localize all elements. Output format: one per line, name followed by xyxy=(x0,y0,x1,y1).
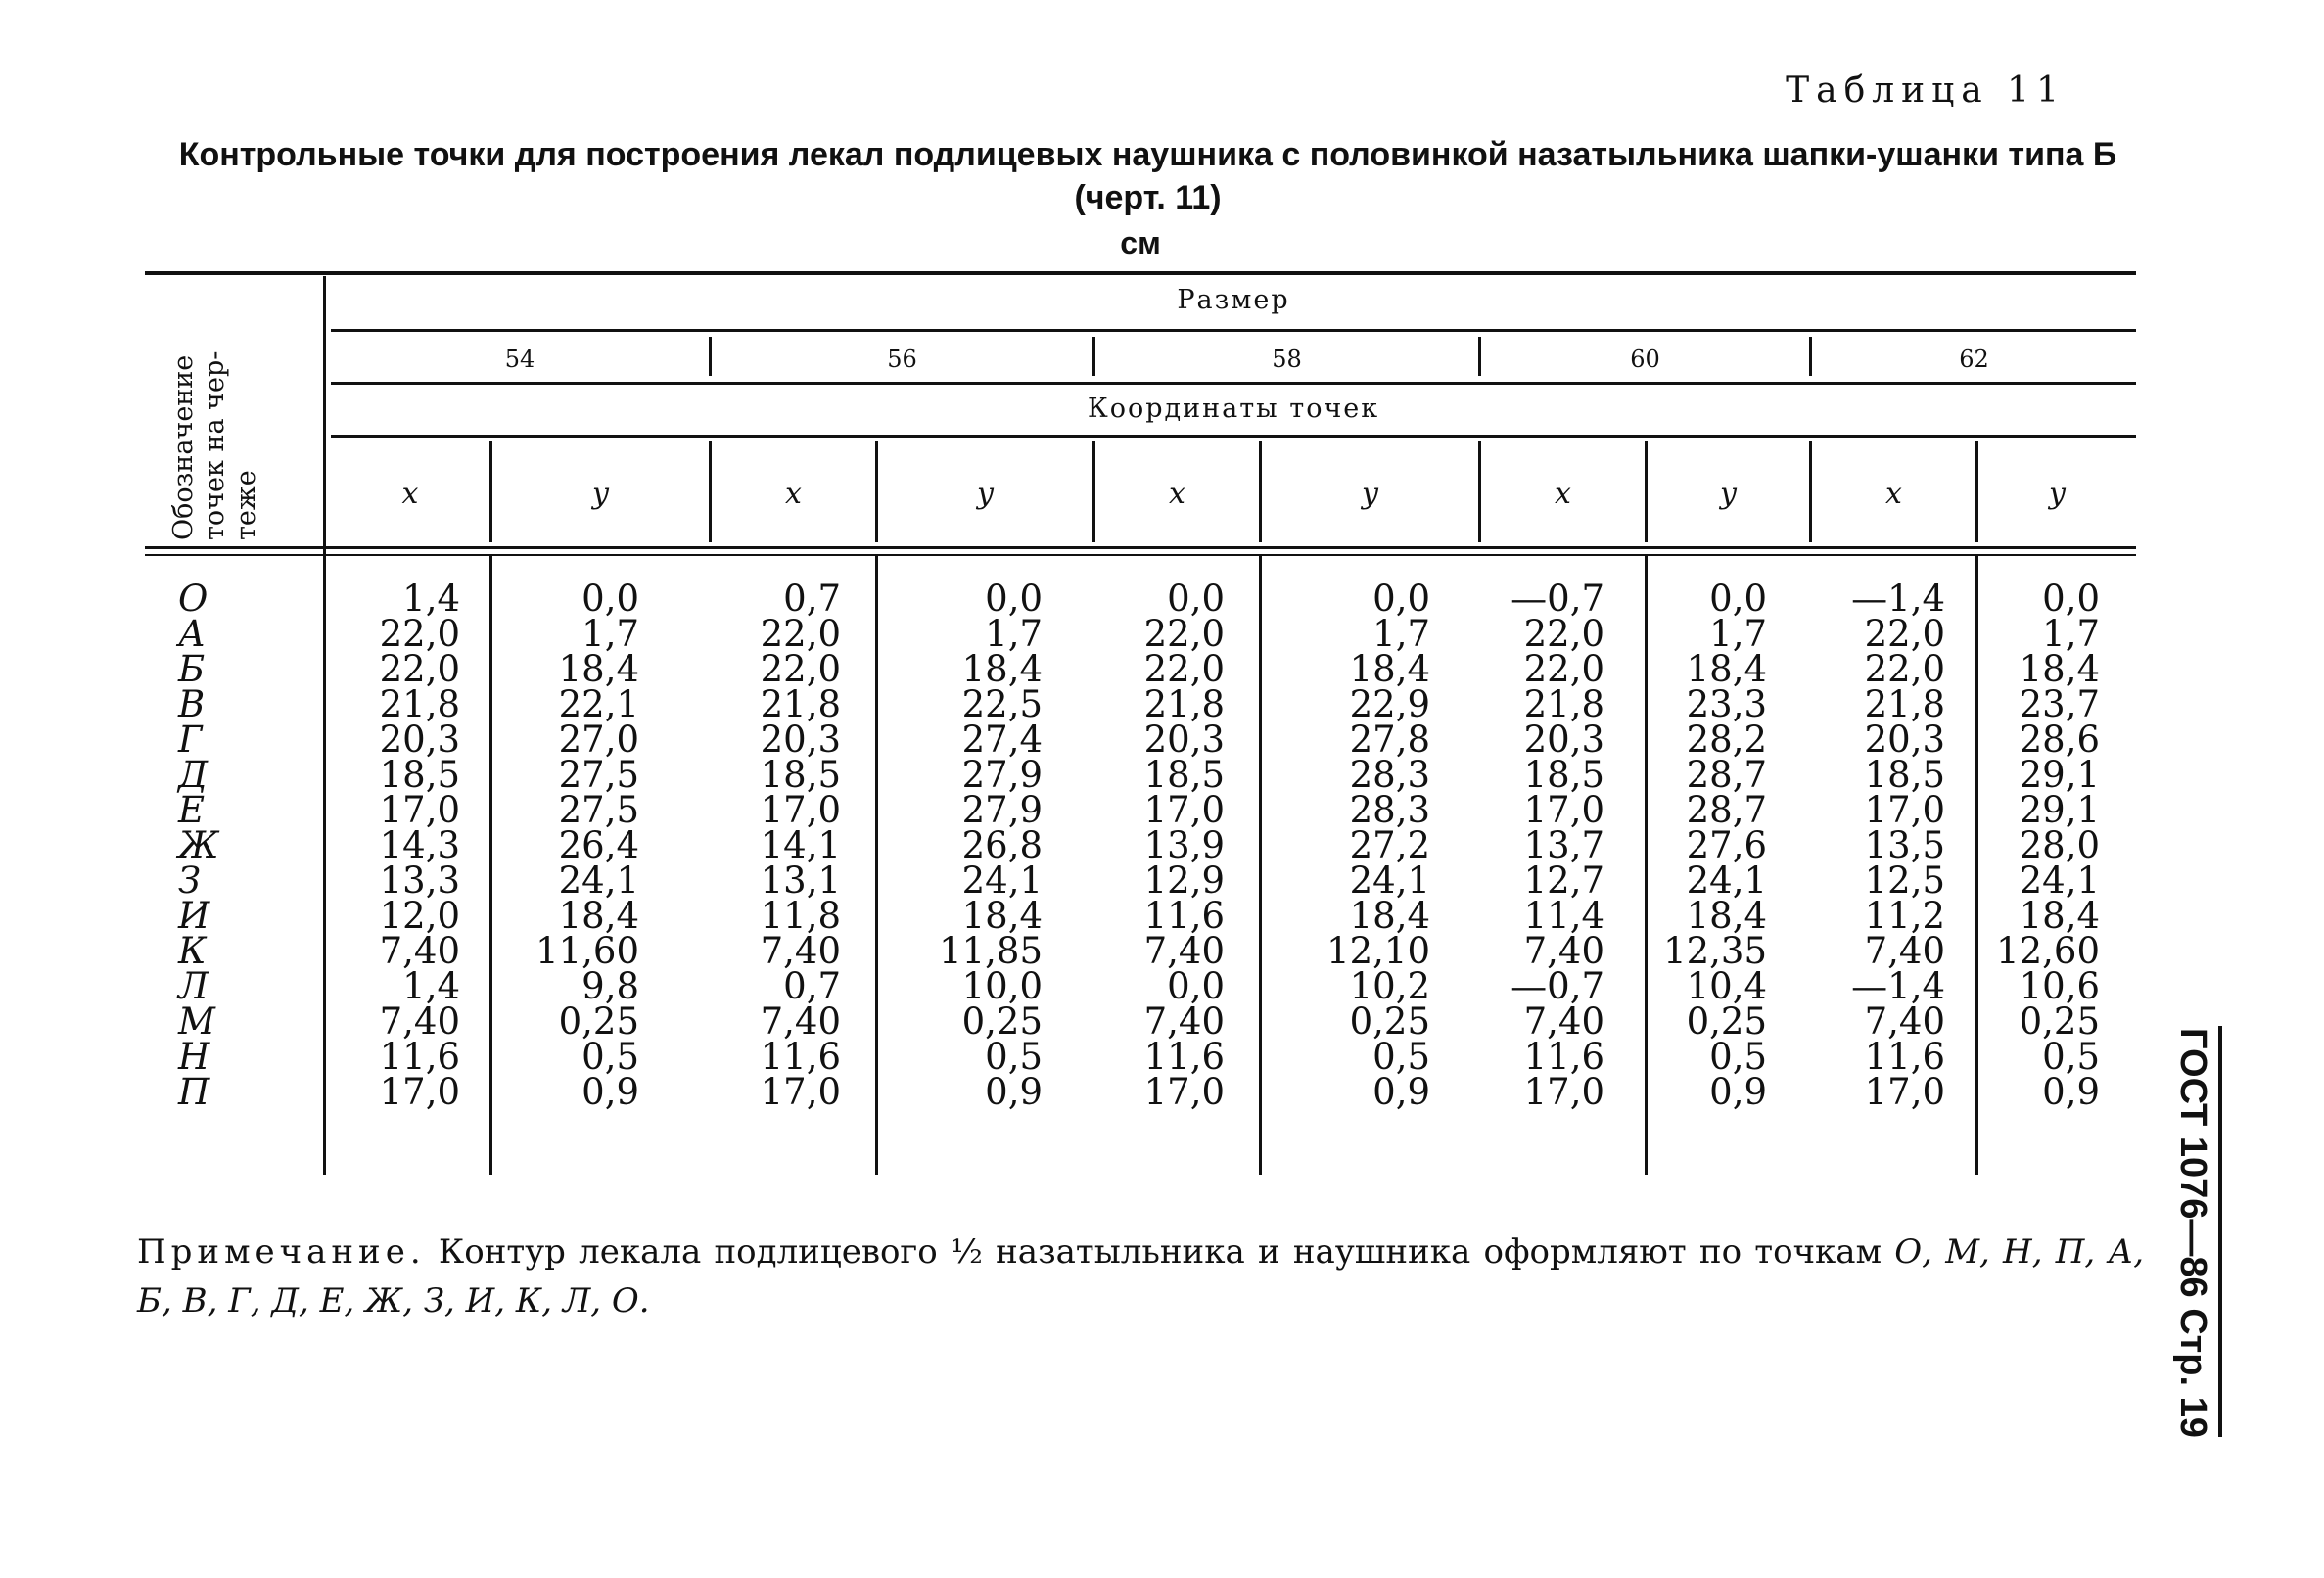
table-cell: 12,10 xyxy=(1326,930,1430,972)
table-cell: 0,9 xyxy=(1372,1071,1430,1113)
table-cell: 12,7 xyxy=(1523,859,1604,902)
table-cell: 27,2 xyxy=(1349,824,1430,866)
table-cell: 22,0 xyxy=(1523,613,1604,655)
table-cell: 0,7 xyxy=(783,578,841,620)
table-cell: 22,0 xyxy=(379,648,460,690)
table-cell: 24,1 xyxy=(1349,859,1430,902)
table-cell: 18,5 xyxy=(760,754,841,796)
table-cell: 22,5 xyxy=(961,683,1043,725)
table-cell: 28,6 xyxy=(2019,719,2100,761)
table-cell: 17,0 xyxy=(1864,1071,1945,1113)
table-cell: 9,8 xyxy=(581,965,639,1007)
table-cell: 21,8 xyxy=(1143,683,1225,725)
table-cell: 28,0 xyxy=(2019,824,2100,866)
table-cell: 13,5 xyxy=(1864,824,1945,866)
table-cell: 17,0 xyxy=(760,1071,841,1113)
table-cell: 1,7 xyxy=(1372,613,1430,655)
table-cell: 12,35 xyxy=(1663,930,1767,972)
table-cell: 11,6 xyxy=(1143,1036,1225,1078)
point-label: Ж xyxy=(178,824,219,866)
table-cell: 0,25 xyxy=(1686,1000,1767,1043)
table-cell: 7,40 xyxy=(760,930,841,972)
table-cell: 22,0 xyxy=(1143,648,1225,690)
table-cell: 20,3 xyxy=(1523,719,1604,761)
table-note xyxy=(137,1228,2144,1325)
table-cell: 18,4 xyxy=(558,895,639,937)
point-label: Г xyxy=(178,719,203,761)
table-cell: 18,4 xyxy=(2019,895,2100,937)
table-cell: 22,0 xyxy=(1523,648,1604,690)
table-cell: 28,3 xyxy=(1349,789,1430,831)
point-labels-column xyxy=(178,578,237,1113)
point-label: Н xyxy=(178,1036,210,1078)
table-cell: 22,0 xyxy=(1864,648,1945,690)
table-title xyxy=(137,133,2159,219)
table-cell: 27,9 xyxy=(961,754,1043,796)
table-cell: —1,4 xyxy=(1851,965,1945,1007)
table-cell: 22,0 xyxy=(760,613,841,655)
table-cell: 27,5 xyxy=(558,789,639,831)
table-cell: 7,40 xyxy=(379,930,460,972)
table-cell: 18,4 xyxy=(961,648,1043,690)
table-cell: —0,7 xyxy=(1511,578,1604,620)
table-cell: 17,0 xyxy=(379,789,460,831)
point-label: П xyxy=(178,1071,210,1113)
axis-header-54-x: x xyxy=(401,477,419,511)
table-cell: 7,40 xyxy=(379,1000,460,1043)
table-cell: 22,1 xyxy=(558,683,639,725)
size-group-header: Размер xyxy=(1177,285,1290,315)
table-cell: 18,5 xyxy=(1143,754,1225,796)
table-label: Таблица 11 xyxy=(1786,70,2066,111)
table-cell: 17,0 xyxy=(1523,789,1604,831)
note-text: Контур лекала подлицевого ½ назатыльника и наушника оформляют по точкам xyxy=(438,1232,1882,1272)
values-column xyxy=(1978,578,2100,1113)
table-cell: 11,60 xyxy=(535,930,639,972)
table-cell: 28,3 xyxy=(1349,754,1430,796)
table-cell: 17,0 xyxy=(1143,789,1225,831)
values-column xyxy=(1262,578,1430,1113)
table-cell: 11,2 xyxy=(1864,895,1945,937)
table-cell: 1,4 xyxy=(402,965,460,1007)
table-cell: 0,9 xyxy=(985,1071,1043,1113)
point-label: Е xyxy=(178,789,206,831)
point-label: И xyxy=(178,895,210,937)
sizes-rule xyxy=(331,382,2136,385)
axis-header-60-x: x xyxy=(1555,477,1571,511)
table-cell: 7,40 xyxy=(760,1000,841,1043)
values-column xyxy=(331,578,460,1113)
table-cell: 1,7 xyxy=(985,613,1043,655)
table-cell: 20,3 xyxy=(379,719,460,761)
table-cell: 13,1 xyxy=(760,859,841,902)
table-cell: 1,4 xyxy=(402,578,460,620)
table-cell: 0,5 xyxy=(581,1036,639,1078)
table-cell: 13,7 xyxy=(1523,824,1604,866)
table-cell: 7,40 xyxy=(1143,1000,1225,1043)
table-cell: 14,3 xyxy=(379,824,460,866)
table-cell: 11,6 xyxy=(1864,1036,1945,1078)
coords-header: Координаты точек xyxy=(1087,394,1380,424)
axis-header-58-x: x xyxy=(1169,477,1185,511)
table-cell: 22,0 xyxy=(1143,613,1225,655)
table-cell: 21,8 xyxy=(1864,683,1945,725)
table-cell: 13,9 xyxy=(1143,824,1225,866)
table-cell: 1,7 xyxy=(1709,613,1767,655)
table-cell: 28,7 xyxy=(1686,754,1767,796)
table-cell: 0,5 xyxy=(2042,1036,2100,1078)
table-cell: 7,40 xyxy=(1864,930,1945,972)
stub-header-line2: точек на чер- xyxy=(200,350,230,540)
coords-rule xyxy=(331,435,2136,438)
table-cell: 12,5 xyxy=(1864,859,1945,902)
values-column xyxy=(492,578,639,1113)
axis-header-56-y: y xyxy=(977,477,994,511)
size-header-58: 58 xyxy=(1272,346,1302,373)
table-cell: 18,5 xyxy=(379,754,460,796)
table-cell: 0,25 xyxy=(961,1000,1043,1043)
size-header-56: 56 xyxy=(887,346,917,373)
point-label: О xyxy=(178,578,209,620)
size-header-54: 54 xyxy=(504,346,535,373)
size-header-62: 62 xyxy=(1959,346,1989,373)
table-cell: 18,4 xyxy=(1349,648,1430,690)
table-cell: 12,60 xyxy=(1996,930,2100,972)
table-cell: 0,0 xyxy=(1372,578,1430,620)
axis-header-56-x: x xyxy=(785,477,802,511)
table-cell: 18,4 xyxy=(2019,648,2100,690)
table-cell: 21,8 xyxy=(379,683,460,725)
table-cell: 10,6 xyxy=(2019,965,2100,1007)
table-cell: 10,4 xyxy=(1686,965,1767,1007)
unit-label: см xyxy=(1120,225,1161,260)
table-cell: 0,0 xyxy=(985,578,1043,620)
table-cell: 17,0 xyxy=(379,1071,460,1113)
axis-header-58-y: y xyxy=(1362,477,1378,511)
table-cell: 0,5 xyxy=(1709,1036,1767,1078)
table-cell: 18,4 xyxy=(961,895,1043,937)
table-cell: 20,3 xyxy=(1864,719,1945,761)
values-column xyxy=(1648,578,1767,1113)
table-cell: 22,0 xyxy=(760,648,841,690)
values-column xyxy=(1812,578,1945,1113)
table-cell: 29,1 xyxy=(2019,754,2100,796)
table-cell: 22,0 xyxy=(1864,613,1945,655)
table-cell: 0,7 xyxy=(783,965,841,1007)
table-cell: 24,1 xyxy=(2019,859,2100,902)
table-cell: 17,0 xyxy=(1523,1071,1604,1113)
axis-header-62-x: x xyxy=(1885,477,1902,511)
table-cell: 0,0 xyxy=(1167,578,1225,620)
table-cell: 18,5 xyxy=(1523,754,1604,796)
table-cell: 18,4 xyxy=(1686,895,1767,937)
table-cell: 18,4 xyxy=(558,648,639,690)
table-cell: 7,40 xyxy=(1143,930,1225,972)
table-title-line1: Контрольные точки для построения лекал подлицевых наушника с половинкой назатыльника шапки-ушанки типа Б xyxy=(178,136,2117,173)
table-cell: 11,8 xyxy=(760,895,841,937)
table-cell: 27,5 xyxy=(558,754,639,796)
table-cell: 0,25 xyxy=(558,1000,639,1043)
table-cell: 12,0 xyxy=(379,895,460,937)
table-cell: 27,8 xyxy=(1349,719,1430,761)
table-cell: 24,1 xyxy=(961,859,1043,902)
axis-header-62-y: y xyxy=(2049,477,2066,511)
table-cell: 11,85 xyxy=(939,930,1043,972)
table-cell: 0,5 xyxy=(1372,1036,1430,1078)
table-cell: 27,9 xyxy=(961,789,1043,831)
table-cell: 0,0 xyxy=(581,578,639,620)
table-cell: 27,6 xyxy=(1686,824,1767,866)
table-cell: 24,1 xyxy=(1686,859,1767,902)
table-cell: 22,0 xyxy=(379,613,460,655)
values-column xyxy=(1481,578,1604,1113)
note-lead: Примечание. xyxy=(137,1232,426,1272)
values-column xyxy=(712,578,841,1113)
table-title-line2: (черт. 11) xyxy=(1074,179,1222,216)
point-label: Б xyxy=(178,648,206,690)
table-cell: 0,0 xyxy=(1709,578,1767,620)
table-cell: 29,1 xyxy=(2019,789,2100,831)
values-column xyxy=(878,578,1043,1113)
table-top-rule xyxy=(145,271,2136,275)
size-header-60: 60 xyxy=(1630,346,1660,373)
table-cell: 11,6 xyxy=(1523,1036,1604,1078)
table-cell: 14,1 xyxy=(760,824,841,866)
axis-header-60-y: y xyxy=(1720,477,1737,511)
table-cell: 7,40 xyxy=(1523,1000,1604,1043)
table-cell: 17,0 xyxy=(760,789,841,831)
table-cell: 0,5 xyxy=(985,1036,1043,1078)
table-cell: 27,4 xyxy=(961,719,1043,761)
point-label: З xyxy=(178,859,202,902)
table-cell: 10,2 xyxy=(1349,965,1430,1007)
table-cell: 21,8 xyxy=(760,683,841,725)
header-bottom-rule-2 xyxy=(145,554,2136,556)
note-points: О, М, Н, П, А, Б, В, Г, Д, Е, Ж, З, И, К, Л, О. xyxy=(137,1232,2145,1321)
stub-header-line3: теже xyxy=(231,470,261,540)
table-cell: 13,3 xyxy=(379,859,460,902)
table-cell: 0,9 xyxy=(2042,1071,2100,1113)
table-cell: 11,6 xyxy=(760,1036,841,1078)
side-rule xyxy=(2218,1026,2222,1437)
table-cell: 0,0 xyxy=(2042,578,2100,620)
table-cell: 11,6 xyxy=(379,1036,460,1078)
table-cell: 26,8 xyxy=(961,824,1043,866)
table-cell: 23,7 xyxy=(2019,683,2100,725)
point-label: Д xyxy=(178,754,209,796)
table-cell: 28,7 xyxy=(1686,789,1767,831)
table-cell: 20,3 xyxy=(760,719,841,761)
table-cell: —0,7 xyxy=(1511,965,1604,1007)
table-cell: 18,4 xyxy=(1686,648,1767,690)
table-cell: 0,9 xyxy=(1709,1071,1767,1113)
table-cell: 18,4 xyxy=(1349,895,1430,937)
point-label: К xyxy=(178,930,207,972)
table-cell: —1,4 xyxy=(1851,578,1945,620)
table-cell: 26,4 xyxy=(558,824,639,866)
table-cell: 7,40 xyxy=(1864,1000,1945,1043)
stub-divider xyxy=(323,276,326,1175)
table-cell: 0,0 xyxy=(1167,965,1225,1007)
size-group-rule xyxy=(331,329,2136,332)
table-cell: 7,40 xyxy=(1523,930,1604,972)
table-cell: 0,9 xyxy=(581,1071,639,1113)
table-cell: 21,8 xyxy=(1523,683,1604,725)
table-cell: 11,6 xyxy=(1143,895,1225,937)
table-cell: 17,0 xyxy=(1864,789,1945,831)
values-column xyxy=(1095,578,1225,1113)
table-cell: 10,0 xyxy=(961,965,1043,1007)
table-cell: 22,9 xyxy=(1349,683,1430,725)
table-cell: 17,0 xyxy=(1143,1071,1225,1113)
table-cell: 1,7 xyxy=(2042,613,2100,655)
table-cell: 20,3 xyxy=(1143,719,1225,761)
table-cell: 23,3 xyxy=(1686,683,1767,725)
table-cell: 12,9 xyxy=(1143,859,1225,902)
side-running-header-text: ГОСТ 1076—86 Стр. 19 xyxy=(2172,1028,2213,1438)
axis-header-54-y: y xyxy=(592,477,609,511)
table-cell: 28,2 xyxy=(1686,719,1767,761)
header-bottom-rule-1 xyxy=(145,546,2136,549)
table-cell: 27,0 xyxy=(558,719,639,761)
table-cell: 24,1 xyxy=(558,859,639,902)
stub-header-line1: Обозначение xyxy=(168,354,199,540)
table-cell: 11,4 xyxy=(1523,895,1604,937)
table-cell: 1,7 xyxy=(581,613,639,655)
point-label: А xyxy=(178,613,207,655)
point-label: М xyxy=(178,1000,215,1043)
table-cell: 18,5 xyxy=(1864,754,1945,796)
point-label: В xyxy=(178,683,206,725)
table-cell: 0,25 xyxy=(2019,1000,2100,1043)
point-label: Л xyxy=(178,965,209,1007)
table-cell: 0,25 xyxy=(1349,1000,1430,1043)
